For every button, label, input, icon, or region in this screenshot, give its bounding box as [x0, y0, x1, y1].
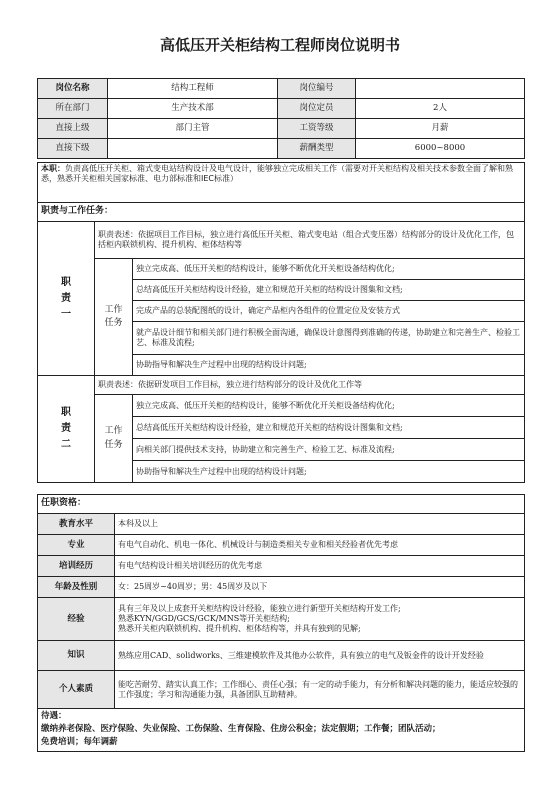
qual-label-training: 培训经历 — [38, 556, 115, 577]
label-department: 所在部门 — [38, 99, 108, 119]
qual-value-training: 有电气结构设计相关培训经历的优先考虑 — [115, 556, 525, 577]
duty2-task-item: 独立完成高、低压开关柜的结构设计，能够不断优化开关柜设备结构优化; — [133, 395, 525, 417]
duty1-side-label: 职 责 一 — [38, 222, 95, 376]
qual-label-experience: 经验 — [38, 598, 115, 641]
value-supervisor: 部门主管 — [108, 119, 278, 139]
label-salary-grade: 工资等级 — [278, 119, 356, 139]
duty1-task-item: 协助指导和解决生产过程中出现的结构设计问题; — [133, 355, 525, 376]
value-position-name: 结构工程师 — [108, 79, 278, 99]
duty1-task-item: 就产品设计细节和相关部门进行积极全面沟通，确保设计意图得到准确的传递，协助建立和完善生产、检验工艺、标准及流程; — [133, 322, 525, 355]
qual-value-major: 有电气自动化、机电一体化、机械设计与制造类相关专业和相关经验者优先考虑 — [115, 535, 525, 556]
label-headcount: 岗位定员 — [278, 99, 356, 119]
duties-table — [37, 162, 525, 483]
qual-label-major: 专业 — [38, 535, 115, 556]
qual-value-experience: 具有三年及以上成套开关柜结构设计经验，能独立进行新型开关柜结构开发工作; 熟悉KYN/GGD/GCS/GCK/MNS等开关柜结构; 熟悉开关柜内联锁机构、提升机构、柜体结构等，并具有独到的见解; — [115, 598, 525, 641]
qual-value-knowledge: 熟练应用CAD、solidworks、三维建模软件及其他办公软件，具有独立的电气及钣金件的设计开发经验 — [115, 641, 525, 671]
label-position-name: 岗位名称 — [38, 79, 108, 99]
label-position-code: 岗位编号 — [278, 79, 356, 99]
duty2-task-item: 协助指导和解决生产过程中出现的结构设计问题; — [133, 461, 525, 483]
qual-value-personal-quality: 能吃苦耐劳、踏实认真工作；工作细心、责任心强；有一定的动手能力，有分析和解决问题的能力，能适应较强的工作强度；学习和沟通能力强，具备团队互助精神。 — [115, 671, 525, 709]
value-salary-grade: 月薪 — [356, 119, 525, 139]
duty2-side-label: 职 责 二 — [38, 376, 95, 483]
document-title: 高低压开关柜结构工程师岗位说明书 — [159, 36, 400, 54]
summary-cell — [38, 163, 525, 203]
benefits-line-1: 缴纳养老保险、医疗保险、失业保险、工伤保险、生育保险、住房公积金；法定假期；工作餐；团队活动； — [41, 723, 441, 734]
value-pay-type: 6000~8000 — [356, 139, 525, 159]
qual-value-age-gender: 女：25周岁~40周岁；男：45周岁及以下 — [115, 577, 525, 598]
qual-value-education: 本科及以上 — [115, 514, 525, 535]
duty2-statement: 职责表述：依据研发项目工作目标，独立进行结构部分的设计及优化工作等 — [95, 376, 525, 395]
benefits-label: 待遇： — [41, 711, 67, 721]
qualifications-section-title: 任职资格： — [38, 495, 525, 514]
value-subordinate — [108, 139, 278, 159]
duty1-statement: 职责表述：依据项目工作目标，独立进行高低压开关柜、箱式变电站（组合式变压器）结构部分的设计及优化工作，包括柜内联锁机构、提升机构、柜体结构等 — [95, 222, 525, 259]
summary-text: 负责高低压开关柜、箱式变电站结构设计及电气设计，能够独立完成相关工作（需要对开关柜结构及相关技术参数全面了解和熟悉，熟悉开关柜相关国家标准、电力部标准和IEC标准） — [41, 164, 513, 183]
duty1-task-item: 独立完成高、低压开关柜的结构设计，能够不断优化开关柜设备结构优化; — [133, 259, 525, 280]
label-pay-type: 薪酬类型 — [278, 139, 356, 159]
qual-label-knowledge: 知识 — [38, 641, 115, 671]
label-supervisor: 直接上级 — [38, 119, 108, 139]
duties-section-title: 职责与工作任务： — [38, 203, 525, 222]
value-position-code — [356, 79, 525, 99]
duty1-task-item: 总结高低压开关柜结构设计经验，建立和规范开关柜的结构设计图集和文档; — [133, 280, 525, 301]
qualifications-table — [37, 494, 525, 752]
qual-label-personal-quality: 个人素质 — [38, 671, 115, 709]
value-headcount: 2人 — [356, 99, 525, 119]
header-table — [37, 78, 525, 159]
duty2-task-item: 向相关部门提供技术支持，协助建立和完善生产、检验工艺、标准及流程; — [133, 439, 525, 461]
duty2-task-label: 工作 任务 — [95, 395, 133, 483]
summary-label: 本职： — [41, 164, 65, 173]
benefits-cell — [38, 709, 525, 752]
duty2-task-item: 总结高低压开关柜结构设计经验，建立和规范开关柜的结构设计图集和文档; — [133, 417, 525, 439]
duty1-task-item: 完成产品的总装配图纸的设计，确定产品柜内各组件的位置定位及安装方式 — [133, 301, 525, 322]
qual-label-age-gender: 年龄及性别 — [38, 577, 115, 598]
value-department: 生产技术部 — [108, 99, 278, 119]
benefits-line-2: 免费培训；每年调薪 — [41, 736, 118, 747]
label-subordinate: 直接下级 — [38, 139, 108, 159]
duty1-task-label: 工作 任务 — [95, 259, 133, 376]
qual-label-education: 教育水平 — [38, 514, 115, 535]
